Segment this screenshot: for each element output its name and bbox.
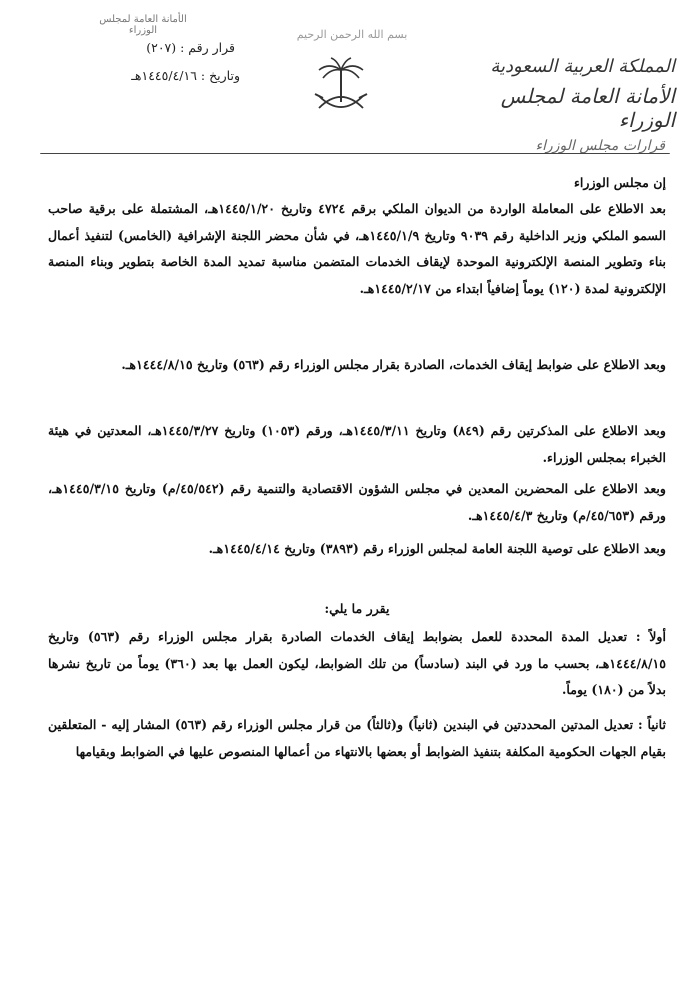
- paragraph-4: وبعد الاطلاع على المحضرين المعدين في مجلس الشؤون الاقتصادية والتنمية رقم (٤٥/٥٤٢/م) وتاريخ ١٤٤٥/٣/١٥هـ، ورقم (٤٥/٦٥٣/م) وتاريخ ١٤٤٥/٤/٣هـ.: [48, 481, 666, 523]
- decisions-label: قرارات مجلس الوزراء: [535, 138, 665, 154]
- opening-line: إن مجلس الوزراء: [573, 175, 666, 190]
- secretariat-name: الأمانة العامة لمجلس الوزراء: [500, 84, 675, 132]
- paragraph-1: بعد الاطلاع على المعاملة الواردة من الديوان الملكي برقم ٤٧٢٤ وتاريخ ١٤٤٥/١/٢٠هـ، المشتملة على برقية صاحب السمو الملكي وزير الداخلية رقم ٩٠٣٩ وتاريخ ١٤٤٥/١/٩هـ، في شأن محضر اللجنة الإشرافية (الخامس) لتنفيذ أعمال بناء وتطوير المنصة الإلكترونية الموحدة لإيقاف الخدمات المتضمن مناسبة تمديد المدة الخاصة بتطوير وبناء المنصة الإلكترونية لمدة (١٢٠) يوماً إضافياً ابتداء من ١٤٤٥/٢/١٧هـ.: [48, 201, 666, 296]
- paragraph-3: وبعد الاطلاع على المذكرتين رقم (٨٤٩) وتاريخ ١٤٤٥/٣/١١هـ، ورقم (١٠٥٣) وتاريخ ١٤٤٥/٣/٢٧هـ، المعدتين في هيئة الخبراء بمجلس الوزراء.: [48, 423, 666, 465]
- decision-number: قرار رقم : (٢٠٧): [146, 40, 235, 55]
- paragraph-2: وبعد الاطلاع على ضوابط إيقاف الخدمات، الصادرة بقرار مجلس الوزراء رقم (٥٦٣) وتاريخ ١٤٤٤/٨/١٥هـ.: [121, 357, 666, 372]
- page-frame-divider: [40, 153, 670, 154]
- decides-heading: يقرر ما يلي:: [324, 601, 390, 616]
- decision-date: وتاريخ : ١٤٤٥/٤/١٦هـ: [131, 68, 240, 83]
- item-second: ثانياً : تعديل المدتين المحددتين في البندين (ثانياً) و(ثالثاً) من قرار مجلس الوزراء رقم (٥٦٣) المشار إليه - المتعلقين بقيام الجهات الحكومية المكلفة بتنفيذ الضوابط أو بعضها بالانتهاء من أعمالها المنصوص عليها في الضوابط وبقيامها: [48, 717, 666, 759]
- saudi-emblem-icon: [311, 56, 371, 120]
- paragraph-5: وبعد الاطلاع على توصية اللجنة العامة لمجلس الوزراء رقم (٣٨٩٣) وتاريخ ١٤٤٥/٤/١٤هـ.: [208, 541, 666, 556]
- item-first: أولاً : تعديل المدة المحددة للعمل بضوابط إيقاف الخدمات الصادرة بقرار مجلس الوزراء رقم (٥٦٣) وتاريخ ١٤٤٤/٨/١٥هـ، بحسب ما ورد في البند (سادساً) من تلك الضوابط، ليكون العمل بها بعد (٣٦٠) يوماً من تاريخ نشرها بدلاً من (١٨٠) يوماً.: [48, 629, 667, 697]
- basmala-seal: بسم الله الرحمن الرحيم: [296, 28, 408, 41]
- kingdom-name: المملكة العربية السعودية: [490, 56, 675, 77]
- stamp-text: الأمانة العامة لمجلس الوزراء: [99, 14, 187, 36]
